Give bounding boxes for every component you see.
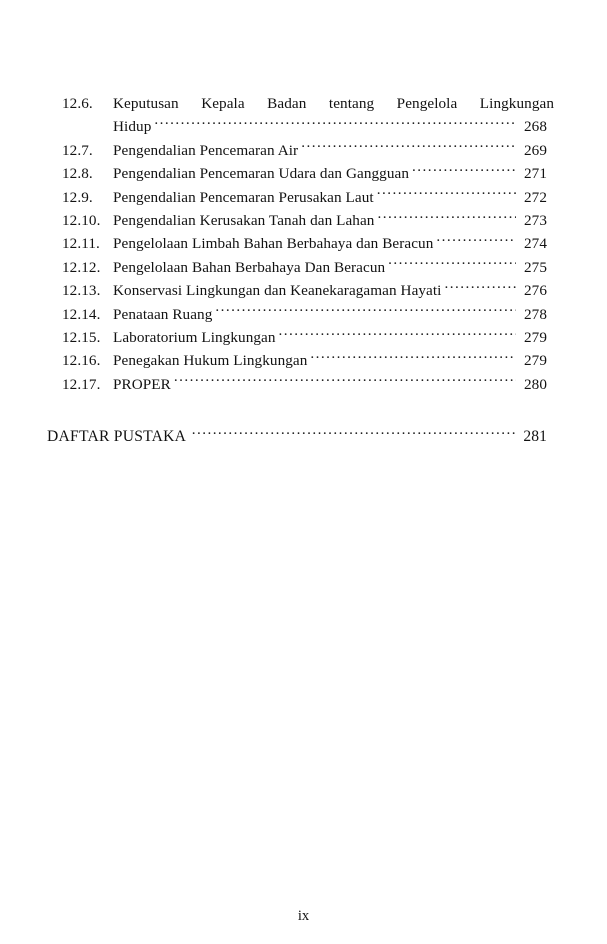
dot-leader [215,303,515,318]
toc-entry-page-number: 273 [523,212,547,230]
toc-entry-body [113,326,516,349]
dot-leader [377,210,515,225]
toc-entry[interactable] [47,139,547,162]
toc-entry[interactable] [47,232,547,255]
toc-entry-number: 12.8. [62,165,93,183]
toc-entry-title: Laboratorium Lingkungan [113,329,276,347]
toc-entry-page-number: 280 [523,375,547,393]
toc-entry-number: 12.6. [62,95,93,112]
toc-entry-number: 12.17. [62,375,101,393]
toc-entry-title-line-2: Hidup [113,118,152,136]
dot-leader [301,140,515,155]
toc-entry-number: 12.15. [62,329,101,347]
toc-entry-body [113,186,516,209]
toc-entry-page-number: 268 [523,118,547,136]
toc-entry-body [113,279,516,302]
toc-entry[interactable] [47,326,547,349]
toc-entry-page-number: 281 [523,428,547,446]
toc-entry-title: Pengendalian Pencemaran Udara dan Gangguan [113,165,410,183]
dot-leader [192,426,516,442]
dot-leader [310,350,515,365]
toc-entry[interactable] [47,373,547,396]
dot-leader [279,327,516,342]
toc-entry-title: Pengendalian Pencemaran Perusakan Laut [113,188,374,206]
toc-entry-body [113,92,554,139]
toc-entry-page-number: 271 [523,165,547,183]
toc-entry-title: Penataan Ruang [113,305,213,323]
toc-entry[interactable] [47,303,547,326]
toc-entry[interactable] [47,256,547,279]
page-folio: ix [297,908,310,924]
toc-entry-page-number: 275 [523,258,547,276]
toc-entry-number: 12.7. [62,141,93,159]
toc-entry-body [113,232,516,255]
toc-entry-title: PROPER [113,375,171,393]
toc-entry-title-line-2-row [113,115,547,138]
toc-entry-title-line-1: Keputusan Kepala Badan tentang Pengelola Lingkungan [113,95,554,112]
toc-entry-number: 12.11. [62,235,100,253]
toc-entry[interactable] [47,209,547,232]
toc-entry-title: Pengelolaan Bahan Berbahaya Dan Beracun [113,258,386,276]
toc-entry-number: 12.12. [62,258,101,276]
toc-entry-major[interactable] [47,425,547,448]
dot-leader [436,233,515,248]
dot-leader [412,163,515,178]
table-of-contents [47,92,554,449]
toc-entry[interactable] [47,349,547,372]
dot-leader [444,280,515,295]
toc-entry-title: Pengelolaan Limbah Bahan Berbahaya dan Beracun [113,235,434,253]
toc-entry[interactable] [47,279,547,302]
toc-entry-title: Pengendalian Pencemaran Air [113,141,299,159]
toc-entry-body [113,349,516,372]
toc-entry-title: Pengendalian Kerusakan Tanah dan Lahan [113,212,375,230]
dot-leader [154,116,515,131]
toc-entry-body [113,209,516,232]
toc-entry-number: 12.13. [62,282,101,300]
toc-entry-title: Konservasi Lingkungan dan Keanekaragaman Hayati [113,282,442,300]
toc-entry-body [113,303,516,326]
toc-entry-title: Penegakan Hukum Lingkungan [113,352,308,370]
toc-entry-body [113,162,516,185]
toc-entry-page-number: 272 [523,188,547,206]
toc-entry-page-number: 279 [523,329,547,347]
toc-entry[interactable] [47,92,554,139]
toc-entry-number: 12.14. [62,305,101,323]
dot-leader [174,374,516,389]
toc-entry[interactable] [47,186,547,209]
toc-entry-page-number: 279 [523,352,547,370]
dot-leader [388,257,515,272]
toc-entry-body [47,425,516,448]
toc-entry-body [113,256,516,279]
toc-entry-page-number: 278 [523,305,547,323]
toc-entry-body [113,373,516,396]
toc-entry[interactable] [47,162,547,185]
toc-entry-page-number: 274 [523,235,547,253]
toc-entry-number: 12.10. [62,212,101,230]
toc-entry-title: DAFTAR PUSTAKA [47,428,187,446]
toc-entry-number: 12.16. [62,352,101,370]
toc-entry-body [113,139,516,162]
dot-leader [377,186,516,201]
toc-entry-page-number: 276 [523,282,547,300]
toc-entry-number: 12.9. [62,188,93,206]
toc-entry-page-number: 269 [523,141,547,159]
